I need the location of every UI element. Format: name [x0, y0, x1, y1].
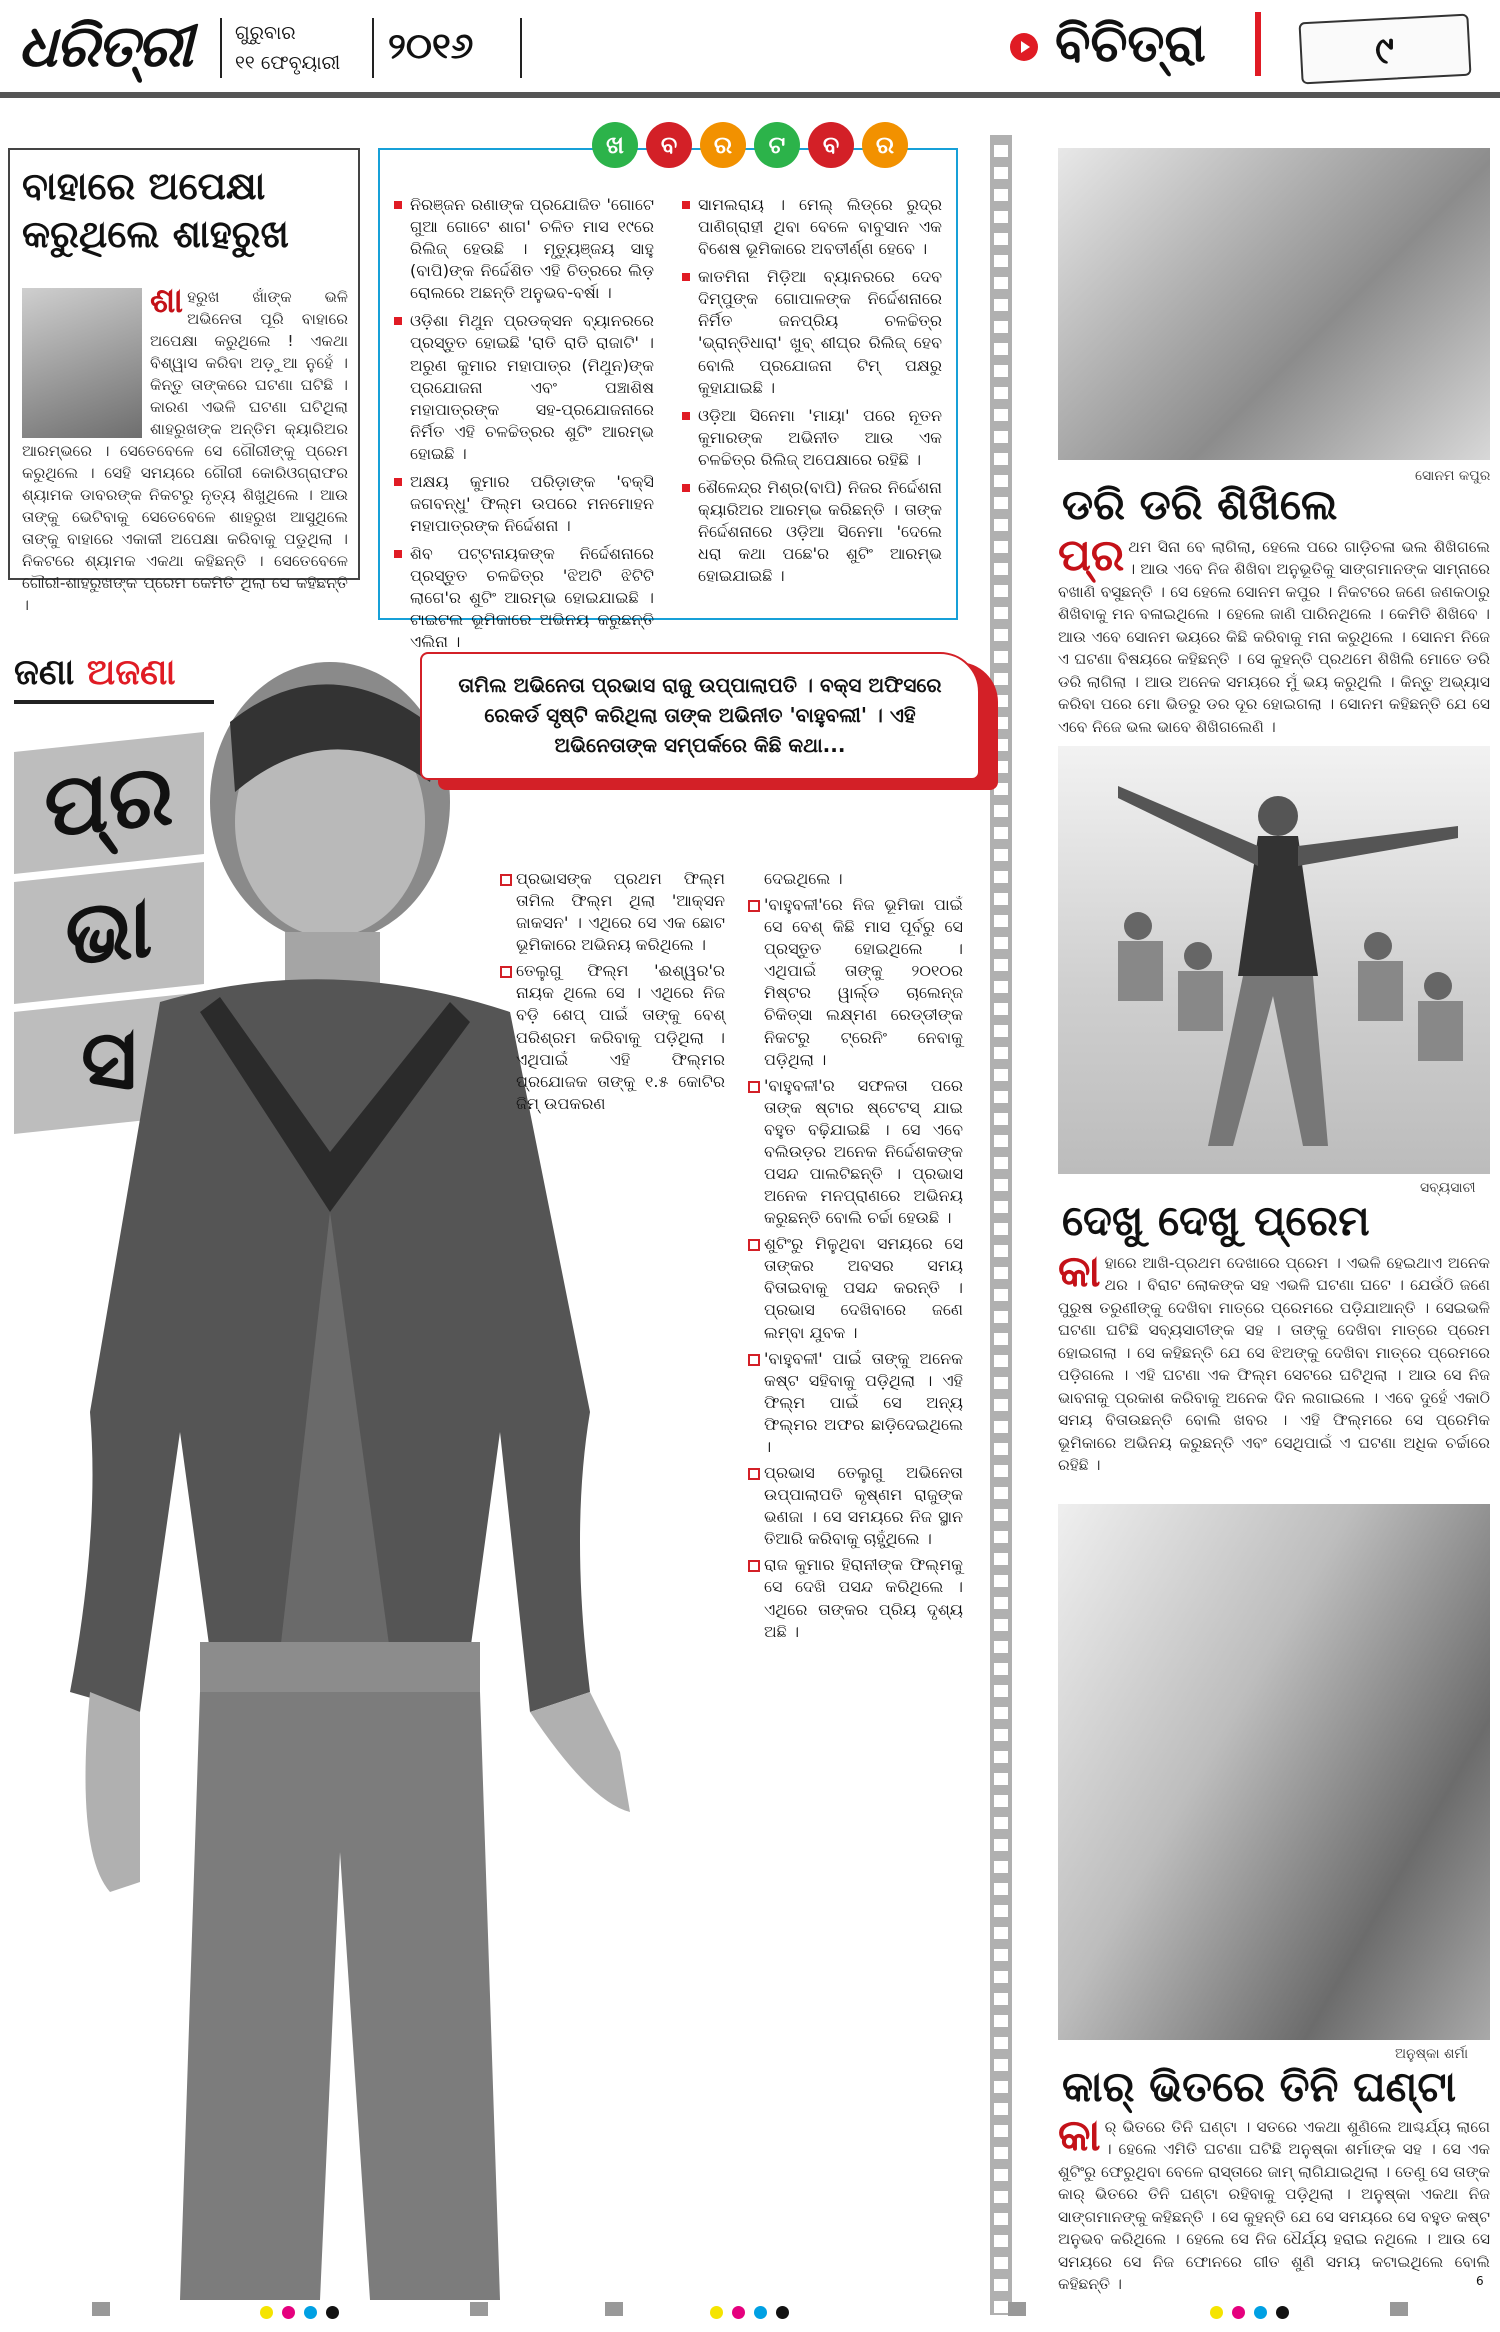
photo-caption: ସବ୍ୟସାଚୀ [1420, 1180, 1476, 1196]
prabhas-letter-block: ଭା [14, 862, 204, 1004]
photo-caption: ଅନୁଷ୍କା ଶର୍ମା [1395, 2046, 1469, 2062]
prabhas-fact: ଶୁଟିଂରୁ ମିଳୁଥିବା ସମୟରେ ସେ ତାଙ୍କର ଅବସର ସମୟ ବିତାଇବାକୁ ପସନ୍ଦ କରନ୍ତି । ପ୍ରଭାସ ଦେଖିବାରେ ଜଣେ ଲମ୍ବା ଯୁବକ । [748, 1233, 963, 1343]
filmstrip-divider [990, 135, 1012, 2315]
prabhas-fact: 'ବାହୁବଳୀ'ର ସଫଳତା ପରେ ତାଙ୍କ ଷ୍ଟାର ଷ୍ଟେଟସ୍ ଯାଇ ବହୁତ ବଢ଼ିଯାଇଛି । ସେ ଏବେ ବଲିଉଡ଼ର ଅନେକ ନିର୍ଦ୍ଦେଶକଙ୍କ ପସନ୍ଦ ପାଲଟିଛନ୍ତି । ପ୍ରଭାସ ଅନେକ ମନପ୍ରାଣରେ ଅଭିନୟ କରୁଛନ୍ତି ବୋଲି ଚର୍ଚ୍ଚା ହେଉଛି । [748, 1075, 963, 1230]
prabhas-letter-block: ସ [14, 992, 204, 1134]
masthead-rule [0, 92, 1500, 98]
page-number: ୯ [1375, 28, 1394, 72]
shahrukh-headline-2: କରୁଥିଲେ ଶାହରୁଖ [22, 212, 289, 256]
title-letter: ବ [808, 122, 854, 168]
dropcap: କା [1058, 2110, 1101, 2161]
prabhas-fact: 'ବାହୁବଳୀ'ରେ ନିଜ ଭୂମିକା ପାଇଁ ସେ ବେଶ୍ କିଛି ମାସ ପୂର୍ବରୁ ସେ ପ୍ରସ୍ତୁତ ହୋଇଥିଲେ । ଏଥିପାଇଁ ତାଙ୍କୁ ୨୦୧୦ର ମିଷ୍ଟର ୱାର୍ଲ୍ଡ ଚାଲେନ୍ଜ ଚିକିତ୍ସା ଲକ୍ଷ୍ମଣ ରେଡ୍ଡୀଙ୍କ ନିକଟରୁ ଟ୍ରେନିଂ ନେବାକୁ ପଡ଼ିଥିଲା । [748, 894, 963, 1071]
prabhas-intro-banner: ତାମିଲ ଅଭିନେତା ପ୍ରଭାସ ରାଜୁ ଉପ୍ପାଲାପତି । ବକ୍ସ ଅଫିସରେ ରେକର୍ଡ ସୃଷ୍ଟି କରିଥିଲା ତାଙ୍କ ଅଭିନୀତ 'ବାହୁବଲୀ' । ଏହି ଅଭିନେତାଙ୍କ ସମ୍ପର୍କରେ କିଛି କଥା... [420, 652, 980, 780]
news-item: ଓଡ଼ିଆ ସିନେମା 'ମାୟା' ପରେ ନୂତନ କୁମାରଙ୍କ ଅଭିନୀତ ଆଉ ଏକ ଚଳଚ୍ଚିତ୍ର ରିଲିଜ୍ ଅପେକ୍ଷାରେ ରହିଛି । [680, 405, 942, 471]
prem-body: କା ହାରେ ଆଖି-ପ୍ରଥମ ଦେଖାରେ ପ୍ରେମ । ଏଭଳି ହେଇଥାଏ ଅନେକ ଥର । ବିରାଟ ଲୋକଙ୍କ ସହ ଏଭଳି ଘଟଣା ଘଟେ । ଯେଉଁଠି ଜଣେ ପୁରୁଷ ତରୁଣୀଙ୍କୁ ଦେଖିବା ମାତ୍ରେ ପ୍ରେମରେ ପଡ଼ିଯାଆନ୍ତି । ସେଇଭଳି ଘଟଣା ଘଟିଛି ସବ୍ୟସାଚୀଙ୍କ ସହ । ତାଙ୍କୁ ଦେଖିବା ମାତ୍ରେ ପ୍ରେମ ହୋଇଗଲା । ସେ କହିଛନ୍ତି ଯେ ସେ ଝିଅଙ୍କୁ ଦେଖିବା ମାତ୍ରେ ପ୍ରେମରେ ପଡ଼ିଗଲେ । ଏହି ଘଟଣା ଏକ ଫିଲ୍ମ ସେଟରେ ଘଟିଥିଲା । ଆଉ ସେ ନିଜ ଭାବନାକୁ ପ୍ରକାଶ କରିବାକୁ ଅନେକ ଦିନ ଲଗାଇଲେ । ଏବେ ଦୁହେଁ ଏକାଠି ସମୟ ବିତାଉଛନ୍ତି ବୋଲି ଖବର । ଏହି ଫିଲ୍ମରେ ସେ ପ୍ରେମିକ ଭୂମିକାରେ ଅଭିନୟ କରୁଛନ୍ତି ଏବଂ ସେଥିପାଇଁ ଏ ଘଟଣା ଅଧିକ ଚର୍ଚ୍ଚାରେ ରହିଛି । [1058, 1246, 1490, 1475]
news-item: ନିରଞ୍ଜନ ରଣାଙ୍କ ପ୍ରଯୋଜିତ 'ଗୋଟେ ଗୁଆ ଗୋଟେ ଶାଗ' ଚଳିତ ମାସ ୧୯ରେ ରିଲିଜ୍ ହେଉଛି । ମୃତ୍ୟୁଞ୍ଜୟ ସାହୁ (ବାପି)ଙ୍କ ନିର୍ଦ୍ଦେଶିତ ଏହି ଚିତ୍ରରେ ଲିଡ଼ ରୋଲରେ ଅଛନ୍ତି ଅନୁଭବ-ବର୍ଷା । [392, 194, 654, 304]
shahrukh-headline-1: ବାହାରେ ଅପେକ୍ଷା [22, 164, 266, 208]
title-letter: ବ [646, 122, 692, 168]
play-icon [1010, 33, 1038, 61]
news-item: ଓଡ଼ିଶା ମିଥୁନ ପ୍ରଡକ୍ସନ ବ୍ୟାନରରେ ପ୍ରସ୍ତୁତ ହୋଇଛି 'ରାତି ରାତି ରାଜାଟି' । ଅରୁଣ କୁମାର ମହାପାତ୍ର (ମିଥୁନ)ଙ୍କ ପ୍ରଯୋଜନା ଏବଂ ପଞ୍ଚାଶିଷ ମହାପାତ୍ରଙ୍କ ସହ-ପ୍ରଯୋଜନାରେ ନିର୍ମିତ ଏହି ଚଳଚ୍ଚିତ୍ରର ଶୁଟିଂ ଆରମ୍ଭ ହୋଇଛି । [392, 310, 654, 465]
shahrukh-body: ଶା ହରୁଖ ଖାଁଙ୍କ ଭଳି ଅଭିନେତା ପୂରି ବାହାରେ ଅପେକ୍ଷା କରୁଥିଲେ ! ଏକଥା ବିଶ୍ୱାସ କରିବା ଅଡ଼ୁଆ ନୁହେଁ । କିନ୍ତୁ ତାଙ୍କରେ ଘଟଣା ଘଟିଛି । କାରଣ ଏଭଳି ଘଟଣା ଘଟିଥିଲା ଶାହରୁଖଙ୍କ ଅନ୍ତିମ କ୍ୟାରିଅର ଆରମ୍ଭରେ । ସେତେବେଳେ ସେ ଗୌରୀଙ୍କୁ ପ୍ରେମ କରୁଥିଲେ । ସେହି ସମୟରେ ଗୌରୀ କୋରିଓଗ୍ରାଫର ଶ୍ୟାମକ ଡାବରଙ୍କ ନିକଟରୁ ନୃତ୍ୟ ଶିଖୁଥିଲେ । ଆଉ ତାଙ୍କୁ ଭେଟିବାକୁ ସେତେବେଳେ ଶାହରୁଖ ଆସୁଥିଲେ ତାଙ୍କୁ ବାହାରେ ଏକାକୀ ଅପେକ୍ଷା କରିବାକୁ ପଡୁଥିଲା । ନିକଟରେ ଶ୍ୟାମକ ଏକଥା କହିଛନ୍ତି । ସେତେବେଳେ ଗୌରୀ-ଶାହରୁଖଙ୍କ ପ୍ରେମ କେମିତି ଥିଲା ସେ କହିଛନ୍ତି । [22, 281, 348, 614]
divider [372, 18, 374, 78]
sonam-headline: ଡରି ଡରି ଶିଖିଲେ [1062, 480, 1338, 529]
dropcap: ପ୍ର [1058, 530, 1125, 581]
prabhas-letter-block: ପ୍ର [14, 732, 204, 874]
khabar-tabar-title [592, 122, 908, 168]
newspaper-logo: ଧରିତ୍ରୀ [18, 12, 192, 80]
anushka-body: କା ର୍ ଭିତରେ ତିନି ଘଣ୍ଟା । ସତରେ ଏକଥା ଶୁଣିଲେ ଆଶ୍ଚର୍ଯ୍ୟ ଲାଗେ । ହେଲେ ଏମିତି ଘଟଣା ଘଟିଛି ଅନୁଷ୍କା ଶର୍ମାଙ୍କ ସହ । ସେ ଏକ ଶୁଟିଂରୁ ଫେରୁଥିବା ବେଳେ ରାସ୍ତାରେ ଜାମ୍ ଲାଗିଯାଇଥିଲା । ତେଣୁ ସେ ତାଙ୍କ କାର୍ ଭିତରେ ତିନି ଘଣ୍ଟା ରହିବାକୁ ପଡ଼ିଥିଲା । ଅନୁଷ୍କା ଏକଥା ନିଜ ସାଙ୍ଗମାନଙ୍କୁ କହିଛନ୍ତି । ସେ କୁହନ୍ତି ଯେ ସେ ସମୟରେ ସେ ବହୁତ କଷ୍ଟ ଅନୁଭବ କରିଥିଲେ । ହେଲେ ସେ ନିଜ ଧୈର୍ଯ୍ୟ ହରାଇ ନଥିଲେ । ଆଉ ସେ ସମୟରେ ସେ ନିଜ ଫୋନରେ ଗୀତ ଶୁଣି ସମୟ କଟାଇଥିଲେ ବୋଲି କହିଛନ୍ତି । [1058, 2110, 1490, 2294]
jana-ajana-label: ଜଣା ଅଜଣା [14, 652, 176, 693]
khabar-column-right [680, 194, 942, 593]
prabhas-fact: 'ବାହୁବଳୀ' ପାଇଁ ତାଙ୍କୁ ଅନେକ କଷ୍ଟ ସହିବାକୁ ପଡ଼ିଥିଲା । ଏହି ଫିଲ୍ମ ପାଇଁ ସେ ଅନ୍ୟ ଫିଲ୍ମର ଅଫର ଛାଡ଼ିଦେଇଥିଲେ । [748, 1348, 963, 1458]
photo-caption: ସୋନମ କପୁର [1415, 468, 1491, 484]
prabhas-column-1 [500, 868, 725, 1119]
dropcap: ଶା [150, 281, 184, 321]
small-page-number: 6 [1476, 2274, 1484, 2288]
sonam-photo [1058, 148, 1490, 460]
date-label: ୧୧ ଫେବୃୟାରୀ [235, 52, 341, 74]
masthead [0, 0, 1500, 96]
prem-headline: ଦେଖୁ ଦେଖୁ ପ୍ରେମ [1062, 1196, 1370, 1245]
prabhas-fact: ତେଲୁଗୁ ଫିଲ୍ମ 'ଈଶ୍ୱର'ର ନାୟକ ଥିଲେ ସେ । ଏଥିରେ ନିଜ ବଡ଼ି ଶେପ୍ ପାଇଁ ତାଙ୍କୁ ବେଶ୍ ପରିଶ୍ରମ କରିବାକୁ ପଡ଼ିଥିଲା । ଏଥିପାଇଁ ଏହି ଫିଲ୍ମର ପ୍ରଯୋଜକ ତାଙ୍କୁ ୧.୫ କୋଟିର ଜିମ୍ ଉପକରଣ [500, 960, 725, 1115]
title-letter: ଖ [592, 122, 638, 168]
title-letter: ର [700, 122, 746, 168]
prabhas-fact: ଦେଇଥିଲେ । [764, 869, 843, 888]
shahrukh-article [8, 148, 360, 614]
news-item: ଶିବ ପଟ୍ଟନାୟକଙ୍କ ନିର୍ଦ୍ଦେଶନାରେ ପ୍ରସ୍ତୁତ ଚଳଚ୍ଚିତ୍ର 'ଝିଅଟି ଝିଟିଟି ଲାଗେ'ର ଶୁଟିଂ ଆରମ୍ଭ ହୋଇଯାଇଛି । ଟାଇଟଲ ଭୂମିକାରେ ଅଭିନୟ କରୁଛନ୍ତି ଏଲିନା । [392, 543, 654, 653]
title-letter: ର [862, 122, 908, 168]
anushka-photo [1058, 1504, 1490, 2040]
prabhas-fact: ପ୍ରଭାସଙ୍କ ପ୍ରଥମ ଫିଲ୍ମ ତାମିଲ ଫିଲ୍ମ ଥିଲା 'ଆକ୍ସନ ଜାକସନ' । ଏଥିରେ ସେ ଏକ ଛୋଟ ଭୂମିକାରେ ଅଭିନୟ କରିଥିଲେ । [500, 868, 725, 956]
dropcap: କା [1058, 1246, 1101, 1297]
anushka-headline: କାର୍ ଭିତରେ ତିନି ଘଣ୍ଟା [1062, 2062, 1457, 2111]
divider [220, 18, 222, 78]
title-letter: ଟ [754, 122, 800, 168]
year-label: ୨୦୧୬ [388, 26, 474, 67]
news-item: ଶୈଳେନ୍ଦ୍ର ମିଶ୍ର(ବାପି) ନିଜର ନିର୍ଦ୍ଦେଶନା କ୍ୟାରିଅର ଆରମ୍ଭ କରିଛନ୍ତି । ତାଙ୍କ ନିର୍ଦ୍ଦେଶନାରେ ଓଡ଼ିଆ ସିନେମା 'ଦେଲେ ଧରା କଥା ପଛେ'ର ଶୁଟିଂ ଆରମ୍ଭ ହୋଇଯାଇଛି । [680, 477, 942, 587]
news-item: କାତମିନା ମିଡ଼ିଆ ବ୍ୟାନରରେ ଦେବ ଦିମ୍ପୁଙ୍କ ଗୋପାଳଙ୍କ ନିର୍ଦ୍ଦେଶନାରେ ନିର୍ମିତ ଜନପ୍ରିୟ ଚଳଚ୍ଚିତ୍ର 'ଭ୍ରାନ୍ତିଧାରା' ଖୁବ୍ ଶୀଘ୍ର ରିଲିଜ୍ ହେବ ବୋଲି ପ୍ରଯୋଜନା ଟିମ୍ ପକ୍ଷରୁ କୁହାଯାଇଛି । [680, 266, 942, 398]
dance-photo [1058, 746, 1490, 1174]
prabhas-fact: ପ୍ରଭାସ ତେଲୁଗୁ ଅଭିନେତା ଉପ୍ପାଲାପତି କୃଷ୍ଣମ ରାଜୁଙ୍କ ଭଣଜା । ସେ ସମୟରେ ନିଜ ସ୍ଥାନ ତିଆରି କରିବାକୁ ଚାହୁଁଥିଲେ । [748, 1462, 963, 1550]
khabar-column-left [392, 194, 654, 660]
news-item: ସାମଲରାୟ । ମେଲ୍ ଲିଡ୍‌ରେ ରୁଦ୍ର ପାଣିଗ୍ରାହୀ ଥିବା ବେଳେ ବାବୁସାନ ଏକ ବିଶେଷ ଭୂମିକାରେ ଅବତୀର୍ଣ୍ଣ ହେବେ । [680, 194, 942, 260]
red-divider [1255, 12, 1261, 76]
day-label: ଗୁରୁବାର [235, 22, 296, 44]
prabhas-column-2 [748, 868, 963, 1647]
prabhas-photo [30, 652, 870, 2300]
sonam-body: ପ୍ର ଥମ ସିନା ବେ ଲାଗିଲା, ହେଲେ ପରେ ଗାଡ଼ିଚଳା ଭଲ ଶିଖିଗଲେ । ଆଉ ଏବେ ନିଜ ଶିଖିବା ଅନୁଭୂତିକୁ ସାଙ୍ଗମାନଙ୍କ ସାମ୍ନାରେ ବଖାଣି ବସୁଛନ୍ତି । ସେ ହେଲେ ସୋନମ କପୁର । ନିକଟରେ ଜଣେ ଜଣକଠାରୁ ଶିଖିବାକୁ ମନ ବଳାଇଥିଲେ । ହେଲେ ଜାଣି ପାରିନଥିଲେ । କେମିତି ଶିଖିବେ । ଆଉ ଏବେ ସୋନମ ଭୟରେ କିଛି କରିବାକୁ ମନା କରୁଥିଲେ । ସୋନମ ନିଜେ ଏ ଘଟଣା ବିଷୟରେ କହିଛନ୍ତି । ସେ କୁହନ୍ତି ପ୍ରଥମେ ଶିଖିଲି ମୋତେ ଡରି ଡରି ଲାଗିଲା । ଆଉ ଅନେକ ସମୟରେ ମୁଁ ଭୟ କରୁଥିଲି । କିନ୍ତୁ ଅଭ୍ୟାସ କରିବା ପରେ ମୋ ଭିତରୁ ଡର ଦୂର ହୋଇଗଲା । ସୋନମ କହିଛନ୍ତି ଯେ ସେ ଏବେ ନିଜେ ଭଲ ଭାବେ ଶିଖିଗଲେଣି । [1058, 530, 1490, 736]
prabhas-fact: ରାଜ କୁମାର ହିରାନୀଙ୍କ ଫିଲ୍ମକୁ ସେ ଦେଖି ପସନ୍ଦ କରିଥିଲେ । ଏଥିରେ ତାଙ୍କର ପ୍ରିୟ ଦୃଶ୍ୟ ଅଛି । [748, 1554, 963, 1642]
section-title: ବିଚିତ୍ରା [1055, 14, 1206, 74]
news-item: ଅକ୍ଷୟ କୁମାର ପରିଡ଼ାଙ୍କ 'ବକ୍ସି ଜଗବନ୍ଧୁ' ଫିଲ୍ମ ଉପରେ ମନମୋହନ ମହାପାତ୍ରଙ୍କ ନିର୍ଦ୍ଦେଶନା । [392, 471, 654, 537]
divider [520, 18, 522, 78]
